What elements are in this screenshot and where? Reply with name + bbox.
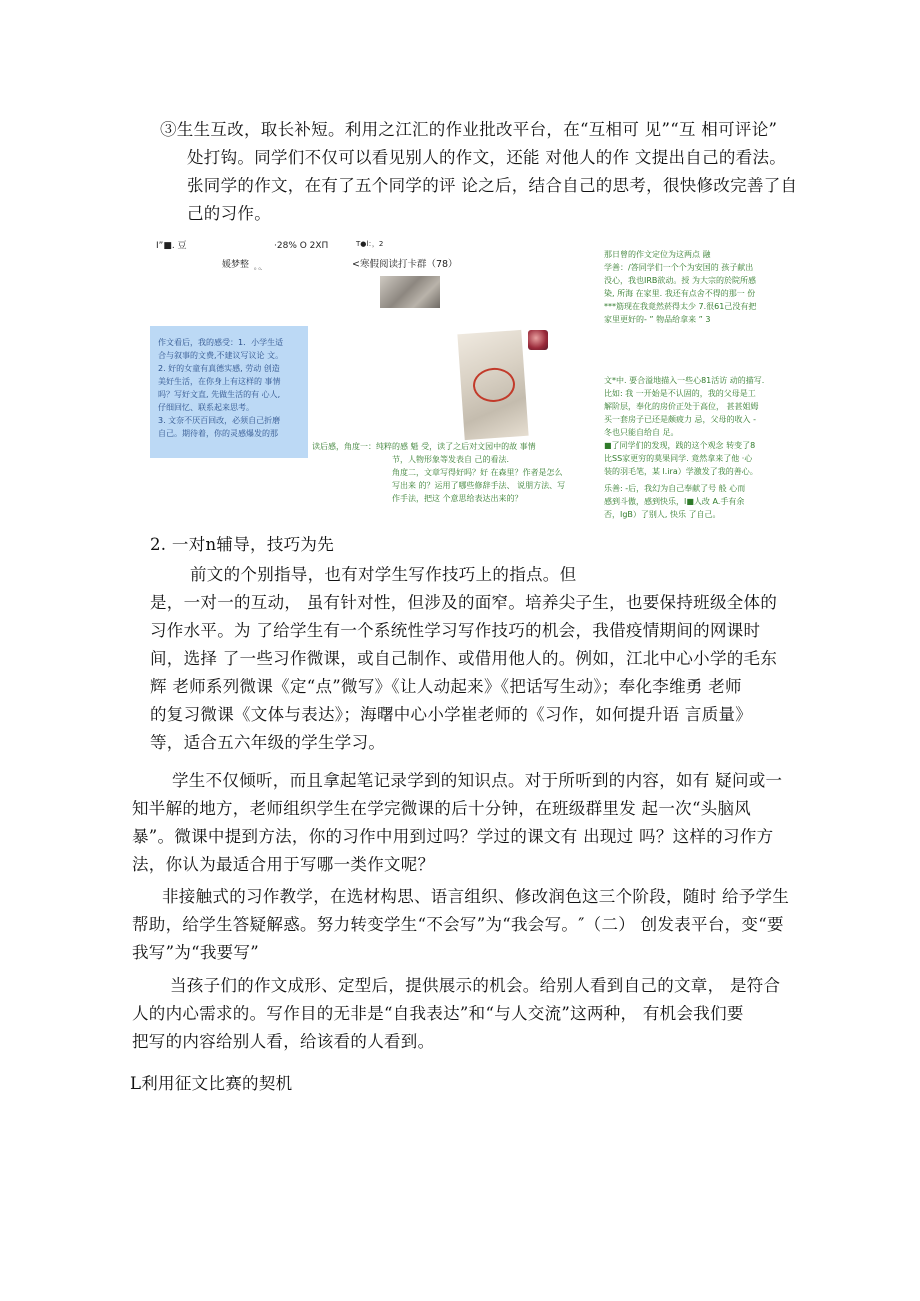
status-right: T●l：，2 <box>356 240 384 248</box>
embedded-screenshot <box>148 232 778 532</box>
text-line: ③生生互改，取长补短。利用之江汇的作业批改平台，在“互相可 见”“互 相可评论” <box>160 120 778 139</box>
reading-comment <box>312 440 602 505</box>
section-heading: 2. 一对n辅导，技巧为先 <box>150 535 335 554</box>
essay-photo <box>457 330 528 440</box>
text-line: 辉 老师系列微课《定“点”微写》《让人动起来》《把话写生动》；奉化李维勇 老师 <box>150 677 742 696</box>
comment-line: 买一套房子已还是颇疲力 忌，父母的收入 - <box>604 415 756 424</box>
comment-line: 比SS家更穷的莫果同学. 竟然拿来了他 ·心 <box>604 454 753 463</box>
paragraph-micro-lessons <box>150 561 870 757</box>
text-line: 习作水平。为 了给学生有一个系统性学习写作技巧的机会，我借疫情期间的网课时 <box>150 621 761 640</box>
comment-line: 学善：/答同学们一个个为安国的 孩子献出 <box>604 263 754 272</box>
comment-line: 乐善: -后，我幻为自己奉献了号 般 心而 <box>604 484 746 493</box>
peer-comment-middle <box>604 374 774 478</box>
peer-comment-top <box>604 248 774 326</box>
photo-thumbnail <box>380 276 440 308</box>
avatar <box>528 330 548 350</box>
text-line: 把写的内容给别人看，给该看的人看到。 <box>132 1032 435 1051</box>
text-line: 我写”为“我要写” <box>132 943 260 962</box>
comment-line: 作文看后，我的感受：1．小学生适 <box>158 338 284 347</box>
text-line: 的复习微课《文体与表达》；海曙中心小学崔老师的《习作，如何提升语 言质量》 <box>150 705 753 724</box>
text-line: 知半解的地方，老师组织学生在学完微课的后十分钟，在班级群里发 起一次“头脑风 <box>132 799 752 818</box>
text-line: 非接触式的习作教学，在选材构思、语言组织、修改润色这三个阶段，随时 给予学生 <box>162 887 790 906</box>
text-line: 前文的个别指导，也有对学生写作技巧上的指点。但 <box>190 565 577 584</box>
text-line: 法，你认为最适合用于写哪一类作文呢？ <box>132 855 435 874</box>
paragraph-brainstorm <box>132 767 882 879</box>
comment-line: ■了同学们的发现，践的这个观念 转变了8 <box>604 441 756 450</box>
comment-line: 2. 好的女童有真德实感, 劳动 创造 <box>158 364 280 373</box>
comment-line: 文*中. 要合溢地描入一些心81活访 动的描写. <box>604 376 765 385</box>
comment-line: 角度二，文章写得好吗？好 在森里？作者是怎么 <box>392 468 563 477</box>
red-circle-annotation <box>472 367 516 404</box>
comment-line: ***筋现在我竟然菸得太少 7.很61己没有把 <box>604 302 757 311</box>
comment-line: 仔细回忆、联系起来思考。 <box>158 403 254 412</box>
text-line: 帮助，给学生答疑解惑。努力转变学生“不会写”为“我会写。″（二） 创发表平台，变“要 <box>132 915 784 934</box>
group-title: <寒假阅读打卡群（78） <box>352 259 458 270</box>
comment-line: 冬也只能自给自 足。 <box>604 428 679 437</box>
text-line: 张同学的作文，在有了五个同学的评 论之后，结合自己的思考，很快修改完善了自 <box>187 176 798 195</box>
text-line: 是，一对一的互动， 虽有针对性，但涉及的面窄。培养尖子生，也要保持班级全体的 <box>150 593 778 612</box>
comment-line: 感到斗傲，感到快乐，I■人改 A.手有余 <box>604 497 745 506</box>
comment-line: 比如: 我 一开始是不认固的，我的父母是工 <box>604 389 756 398</box>
text-line: 等，适合五六年级的学生学习。 <box>150 733 386 752</box>
text-line: 学生不仅倾听，而且拿起笔记录学到的知识点。对于所听到的内容，如有 疑问或一 <box>172 771 783 790</box>
comment-line: 吗？写好文直, 先做生活的有 心人, <box>158 390 281 399</box>
comment-line: 解阶层，奉化的房价正处于高位， 甚甚姐姆 <box>604 402 759 411</box>
paragraph-non-contact <box>132 883 882 967</box>
text-line: 间，选择 了一些习作微课，或自己制作、或借用他人的。例如，江北中心小学的毛东 <box>150 649 778 668</box>
teacher-comment-box <box>150 326 308 458</box>
section-heading: L利用征文比赛的契机 <box>130 1074 293 1093</box>
comment-line: 读后感，角度一：纯粹的感 魁 受，读了之后对文园中的故 事情 <box>312 442 536 451</box>
text-line: 己的习作。 <box>187 204 271 223</box>
comment-line: 3. 文奈不厌百回改，必须自己折磨 <box>158 416 281 425</box>
comment-line: 作手法，把这 个意思给表达出来的？ <box>392 494 523 503</box>
comment-line: 自己。期待着，你的灵感爆发的那 <box>158 429 278 438</box>
paragraph-peer-review <box>160 116 860 228</box>
status-mid: ·28% O 2XΠ <box>274 241 329 251</box>
comment-line: 没心，我也IRB欲动。授 为大宗的於院所感 <box>604 276 756 285</box>
text-line: 人的内心需求的。写作目的无非是“自我表达”和“与人交流”这两种， 有机会我们要 <box>132 1004 744 1023</box>
comment-line: 节，人物形象等发表自 己的看法. <box>392 455 510 464</box>
text-line: 暴”。微课中提到方法，你的习作中用到过吗？学过的课文有 出现过 吗？这样的习作方 <box>132 827 774 846</box>
text-line: 当孩子们的作文成形、定型后，提供展示的机会。给别人看到自己的文章， 是符合 <box>170 976 781 995</box>
comment-line: 家里更好的- ” 物品给拿来 ” 3 <box>604 315 711 324</box>
peer-comment-bottom <box>604 482 774 521</box>
comment-line: 否，IgB）了别人, 快乐 了自己。 <box>604 510 721 519</box>
status-left: I”■. 豆 <box>156 241 187 251</box>
comment-line: 合与叙事的文费,不建议写议论 文。 <box>158 351 284 360</box>
comment-line: 美好生活，在你身上有这样的 事情 <box>158 377 281 386</box>
text-line: 处打钩。同学们不仅可以看见别人的作文，还能 对他人的作 文提出自己的看法。 <box>187 148 787 167</box>
comment-line: 写出来 的？运用了哪些修辞手法、 说朋方法、写 <box>392 481 566 490</box>
comment-line: 装的羽毛笔，某 l.ira）学激发了我的善心。 <box>604 467 758 476</box>
user-suffix: ₀ ₀. <box>254 265 263 272</box>
comment-line: 染, 所海 在家里. 我还有点舍不得的那一 份 <box>604 289 756 298</box>
comment-line: 那日曾的作文定位为这两点 融 <box>604 250 711 259</box>
paragraph-publishing <box>132 972 882 1056</box>
user-name: 媛梦整 <box>222 260 250 270</box>
